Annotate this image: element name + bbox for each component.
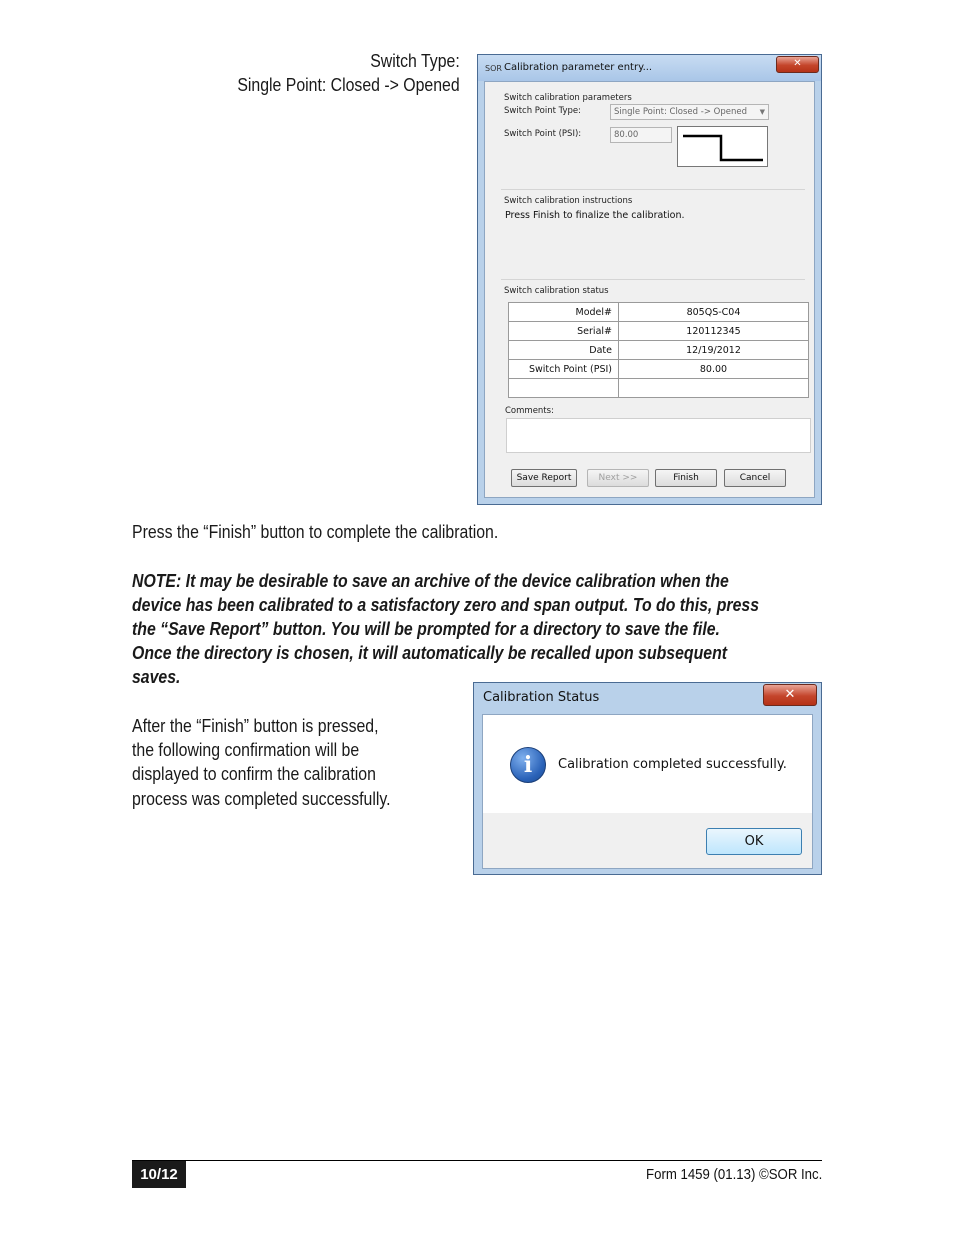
note-line: saves. [132, 667, 181, 687]
after-finish-line: After the “Finish” button is pressed, [132, 716, 379, 736]
comments-label: Comments: [505, 406, 554, 416]
dialog-message-area [483, 715, 812, 813]
switch-point-type-value: Single Point: Closed -> Opened [614, 107, 747, 117]
window-client-area [484, 81, 815, 498]
chevron-down-icon: ▼ [759, 108, 765, 116]
window-title: Calibration parameter entry... [504, 62, 653, 73]
switch-type-value: Single Point: Closed -> Opened [237, 75, 460, 95]
finish-button[interactable]: Finish [655, 469, 717, 487]
params-group-label: Switch calibration parameters [504, 93, 632, 103]
cancel-button[interactable]: Cancel [724, 469, 786, 487]
group-divider [501, 279, 805, 280]
calibration-parameter-window [477, 54, 822, 505]
dialog-message: Calibration completed successfully. [558, 757, 787, 772]
note-line: NOTE: It may be desirable to save an archive of the device calibration when the [132, 571, 729, 591]
ok-button[interactable]: OK [706, 828, 802, 855]
status-key-empty [509, 379, 619, 398]
after-finish-line: displayed to confirm the calibration [132, 764, 376, 784]
after-finish-line: the following confirmation will be [132, 740, 360, 760]
status-key: Date [509, 341, 619, 360]
status-value: 80.00 [619, 360, 809, 379]
note-line: the “Save Report” button. You will be prompted for a directory to save the file. [132, 619, 720, 639]
form-number: Form 1459 (01.13) ©SOR Inc. [645, 1166, 822, 1183]
close-icon[interactable]: ✕ [776, 56, 819, 73]
note-line: device has been calibrated to a satisfactory zero and span output. To do this, press [132, 595, 760, 615]
status-value-empty [619, 379, 809, 398]
table-row [509, 379, 809, 398]
table-row [509, 360, 809, 379]
save-report-button[interactable]: Save Report [511, 469, 577, 487]
close-icon[interactable]: ✕ [763, 684, 817, 706]
status-table [508, 302, 809, 398]
status-key: Switch Point (PSI) [509, 360, 619, 379]
group-divider [501, 189, 805, 190]
table-row [509, 303, 809, 322]
footer-rule [132, 1160, 822, 1161]
switch-type-label: Switch Type: [370, 51, 460, 71]
switch-diagram-icon [677, 126, 768, 167]
sor-logo: SOR [485, 64, 502, 73]
status-group-label: Switch calibration status [504, 286, 609, 296]
switch-point-type-dropdown[interactable] [610, 104, 769, 120]
after-finish-line: process was completed successfully. [132, 789, 391, 809]
instructions-group-label: Switch calibration instructions [504, 196, 633, 206]
page-number: 10/12 [132, 1161, 186, 1188]
switch-point-type-label: Switch Point Type: [504, 106, 581, 116]
next-button[interactable]: Next >> [587, 469, 649, 487]
window-titlebar [478, 55, 821, 81]
status-value: 12/19/2012 [619, 341, 809, 360]
status-key: Model# [509, 303, 619, 322]
comments-textarea[interactable] [506, 418, 811, 453]
info-icon: i [510, 747, 546, 783]
status-key: Serial# [509, 322, 619, 341]
dialog-title: Calibration Status [483, 690, 600, 705]
status-value: 120112345 [619, 322, 809, 341]
note-line: Once the directory is chosen, it will automatically be recalled upon subsequent [132, 643, 728, 663]
switch-point-input[interactable]: 80.00 [610, 127, 672, 143]
calibration-status-dialog [473, 682, 822, 875]
dialog-client-area [482, 714, 813, 869]
switch-point-label: Switch Point (PSI): [504, 129, 582, 139]
table-row [509, 341, 809, 360]
press-finish-text: Press the “Finish” button to complete the calibration. [132, 522, 499, 542]
status-value: 805QS-C04 [619, 303, 809, 322]
instructions-text: Press Finish to finalize the calibration. [505, 210, 685, 221]
table-row [509, 322, 809, 341]
